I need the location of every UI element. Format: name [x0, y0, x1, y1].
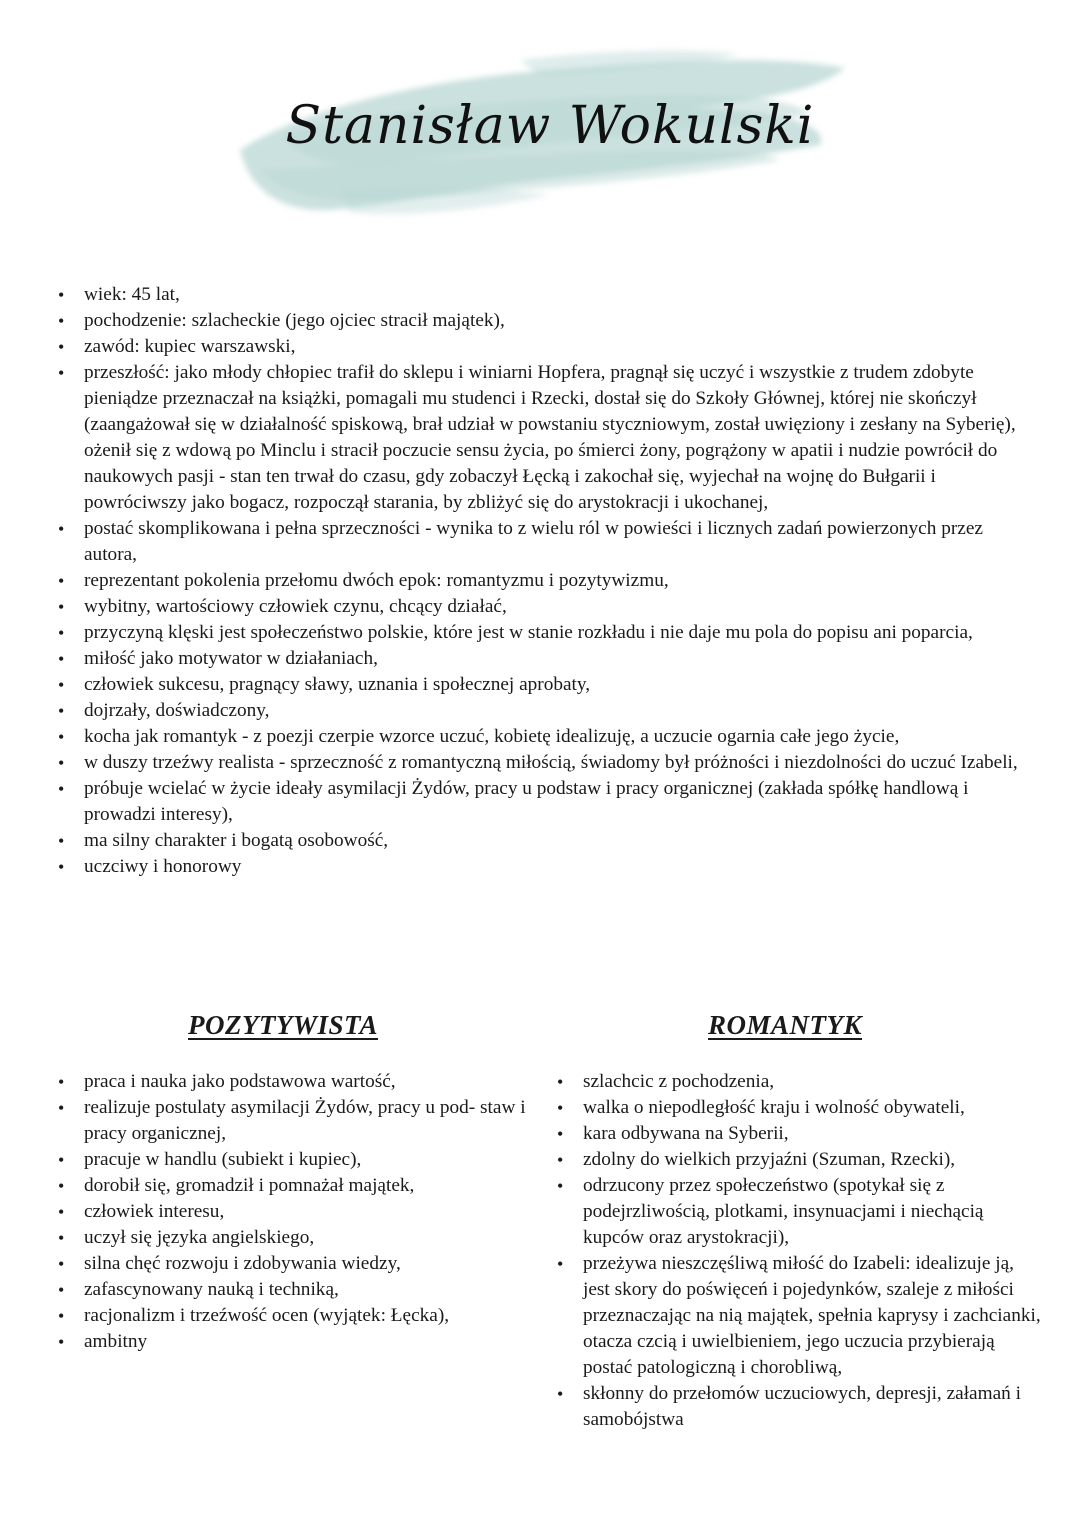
- list-item: • miłość jako motywator w działaniach,: [58, 646, 1018, 672]
- list-item: • zdolny do wielkich przyjaźni (Szuman, Rzecki),: [557, 1147, 1042, 1173]
- romantyk-heading: ROMANTYK: [708, 1010, 863, 1040]
- list-item: • skłonny do przełomów uczuciowych, depresji, załamań i samobójstwa: [557, 1381, 1042, 1433]
- list-item: • racjonalizm i trzeźwość ocen (wyjątek: Łęcka),: [58, 1303, 528, 1329]
- list-item: • odrzucony przez społeczeństwo (spotykał się z podejrzliwością, plotkami, insynuacjami i niechącią kupców oraz arystokracji),: [557, 1173, 1042, 1251]
- list-item: • pochodzenie: szlacheckie (jego ojciec stracił majątek),: [58, 308, 1018, 334]
- list-item: • wybitny, wartościowy człowiek czynu, chcący działać,: [58, 594, 1018, 620]
- list-item: • kocha jak romantyk - z poezji czerpie wzorce uczuć, kobietę idealizuję, a uczucie ogarnia całe jego życie,: [58, 724, 1018, 750]
- list-item: • zafascynowany nauką i techniką,: [58, 1277, 528, 1303]
- list-item: • przeżywa nieszczęśliwą miłość do Izabeli: idealizuje ją, jest skory do poświęceń i pojedynków, szaleje z miłości przeznaczając na nią majątek, spełnia kaprysy i zachcianki, otacza czcią i uwielbieniem, jego uczucia przybierają postać patologiczną i chorobliwą,: [557, 1251, 1042, 1381]
- list-item: • kara odbywana na Syberii,: [557, 1121, 1042, 1147]
- list-item: • szlachcic z pochodzenia,: [557, 1069, 1042, 1095]
- list-item: • realizuje postulaty asymilacji Żydów, pracy u pod- staw i pracy organicznej,: [58, 1095, 528, 1147]
- list-item: • w duszy trzeźwy realista - sprzeczność z romantyczną miłością, świadomy był próżności i niezdolności do uczuć Izabeli,: [58, 750, 1018, 776]
- list-item: • próbuje wcielać w życie ideały asymilacji Żydów, pracy u podstaw i pracy organicznej (zakłada spółkę handlową i prowadzi interesy),: [58, 776, 1018, 828]
- list-item: • człowiek sukcesu, pragnący sławy, uznania i społecznej aprobaty,: [58, 672, 1018, 698]
- list-item: • przyczyną klęski jest społeczeństwo polskie, które jest w stanie rozkładu i nie daje mu pola do popisu ani poparcia,: [58, 620, 1018, 646]
- list-item: • silna chęć rozwoju i zdobywania wiedzy,: [58, 1251, 528, 1277]
- main-traits-list: [58, 282, 1018, 880]
- list-item: • przeszłość: jako młody chłopiec trafił do sklepu i winiarni Hopfera, pragnął się uczyć i wszystkie z trudem zdobyte pieniądze przeznaczał na książki, pomagali mu studenci i Rzecki, dostał się do Szkoły Głównej, której nie skończył (zaangażował się w działalność spiskową, brał udział w powstaniu styczniowym, został uwięziony i zesłany na Syberię), ożenił się z wdową po Minclu i stracił poczucie sensu życia, po śmierci żony, pogrążony w apatii i nudzie powrócił do naukowych pasji - stan ten trwał do czasu, gdy zobaczył Łęcką i zakochał się, wyjechał na wojnę do Bułgarii i powróciwszy jako bogacz, rozpoczął starania, by zbliżyć się do arystokracji i ukochanej,: [58, 360, 1018, 516]
- list-item: • wiek: 45 lat,: [58, 282, 1018, 308]
- list-item: • dojrzały, doświadczony,: [58, 698, 1018, 724]
- list-item: • pracuje w handlu (subiekt i kupiec),: [58, 1147, 528, 1173]
- list-item: • ma silny charakter i bogatą osobowość,: [58, 828, 1018, 854]
- list-item: • zawód: kupiec warszawski,: [58, 334, 1018, 360]
- list-item: • postać skomplikowana i pełna sprzeczności - wynika to z wielu ról w powieści i licznych zadań powierzonych przez autora,: [58, 516, 1018, 568]
- list-item: • człowiek interesu,: [58, 1199, 528, 1225]
- page-title: Stanisław Wokulski: [285, 96, 815, 156]
- header: [0, 0, 1080, 250]
- list-item: • walka o niepodległość kraju i wolność obywateli,: [557, 1095, 1042, 1121]
- list-item: • reprezentant pokolenia przełomu dwóch epok: romantyzmu i pozytywizmu,: [58, 568, 1018, 594]
- list-item: • praca i nauka jako podstawowa wartość,: [58, 1069, 528, 1095]
- list-item: • ambitny: [58, 1329, 528, 1355]
- pozytywista-list: [58, 1069, 528, 1355]
- list-item: • dorobił się, gromadził i pomnażał majątek,: [58, 1173, 528, 1199]
- pozytywista-heading: POZYTYWISTA: [188, 1010, 379, 1040]
- list-item: • uczciwy i honorowy: [58, 854, 1018, 880]
- list-item: • uczył się języka angielskiego,: [58, 1225, 528, 1251]
- romantyk-list: [557, 1069, 1042, 1433]
